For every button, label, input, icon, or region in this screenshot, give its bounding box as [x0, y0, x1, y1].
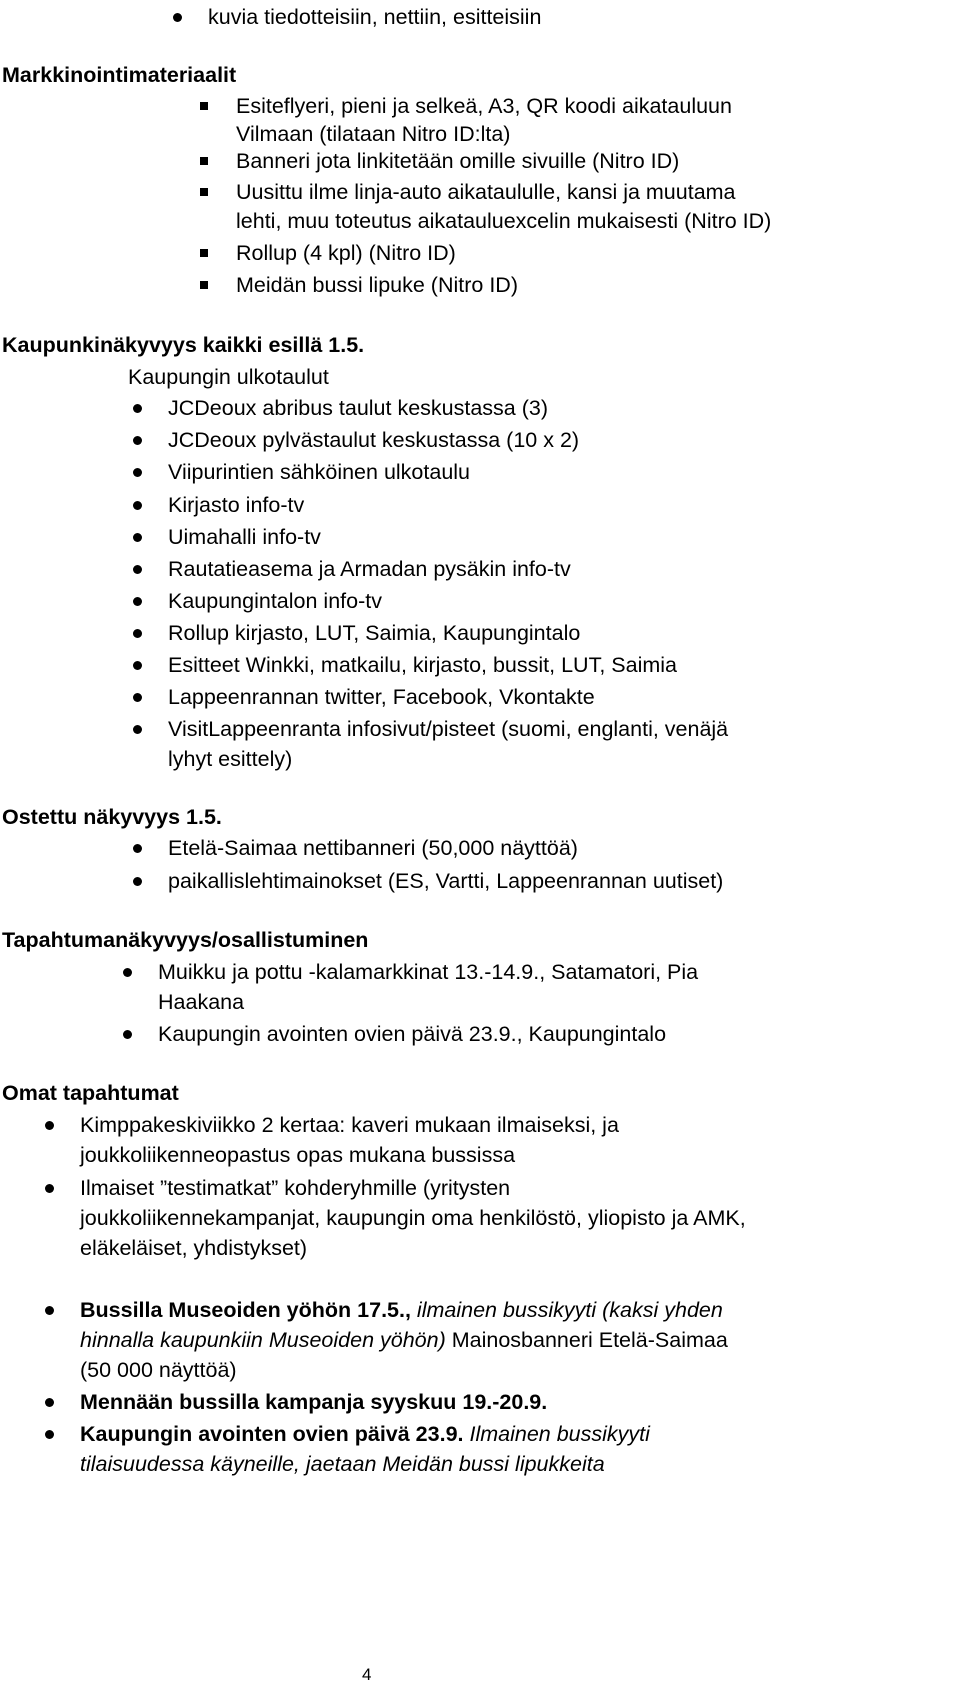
- list-item: Ilmaiset ”testimatkat” kohderyhmille (yritysten: [80, 1173, 510, 1203]
- event-note: ilmainen bussikyyti (kaksi yhden: [410, 1298, 723, 1322]
- list-item: Uimahalli info-tv: [168, 522, 321, 552]
- bought-heading: Ostettu näkyvyys 1.5.: [2, 805, 222, 829]
- event-title: Kaupungin avointen ovien päivä 23.9.: [80, 1422, 464, 1446]
- list-item: Mennään bussilla kampanja syyskuu 19.-20.9.: [80, 1387, 547, 1417]
- events-heading: Tapahtumanäkyvyys/osallistuminen: [2, 928, 369, 952]
- list-item: Rollup (4 kpl) (Nitro ID): [236, 238, 456, 268]
- list-item-continuation: lyhyt esittely): [168, 747, 293, 771]
- list-item-continuation: (50 000 näyttöä): [80, 1358, 237, 1382]
- list-item-continuation: eläkeläiset, yhdistykset): [80, 1236, 308, 1260]
- event-title: Bussilla Museoiden yöhön 17.5.: [80, 1298, 405, 1322]
- list-item: Etelä-Saimaa nettibanneri (50,000 näyttöä): [168, 833, 578, 863]
- list-item: Meidän bussi lipuke (Nitro ID): [236, 270, 518, 300]
- list-item: Esitteet Winkki, matkailu, kirjasto, bussit, LUT, Saimia: [168, 650, 677, 680]
- list-item: Muikku ja pottu -kalamarkkinat 13.-14.9., Satamatori, Pia: [158, 957, 698, 987]
- punctuation: ,: [404, 1298, 411, 1322]
- list-item: JCDeoux abribus taulut keskustassa (3): [168, 393, 548, 423]
- list-item-continuation: lehti, muu toteutus aikatauluexcelin mukaisesti (Nitro ID): [236, 209, 772, 233]
- list-item-continuation: tilaisuudessa käyneille, jaetaan Meidän bussi lipukkeita: [80, 1452, 605, 1476]
- own-heading: Omat tapahtumat: [2, 1081, 179, 1105]
- list-item: Rollup kirjasto, LUT, Saimia, Kaupungintalo: [168, 618, 580, 648]
- list-item: Kaupungintalon info-tv: [168, 586, 382, 616]
- list-item: Viipurintien sähköinen ulkotaulu: [168, 457, 470, 487]
- list-item: paikallislehtimainokset (ES, Vartti, Lappeenrannan uutiset): [168, 866, 723, 896]
- list-item-continuation: joukkoliikennekampanjat, kaupungin oma henkilöstö, yliopisto ja AMK,: [80, 1206, 746, 1230]
- event-note: hinnalla kaupunkiin Museoiden yöhön): [80, 1328, 446, 1352]
- list-item-continuation: [80, 1325, 728, 1355]
- list-item-continuation: Vilmaan (tilataan Nitro ID:lta): [236, 122, 511, 146]
- list-item: Kimppakeskiviikko 2 kertaa: kaveri mukaan ilmaiseksi, ja: [80, 1110, 619, 1140]
- list-item: Lappeenrannan twitter, Facebook, Vkontakte: [168, 682, 595, 712]
- list-item: JCDeoux pylvästaulut keskustassa (10 x 2): [168, 425, 579, 455]
- list-item: [80, 1295, 723, 1325]
- city-heading: Kaupunkinäkyvyys kaikki esillä 1.5.: [2, 333, 365, 357]
- city-subheading: Kaupungin ulkotaulut: [128, 365, 329, 389]
- intro-list-item: kuvia tiedotteisiin, nettiin, esitteisiin: [208, 2, 541, 32]
- list-item: Uusittu ilme linja-auto aikataululle, kansi ja muutama: [236, 177, 736, 207]
- event-note: Ilmainen bussikyyti: [463, 1422, 650, 1446]
- list-item-continuation: joukkoliikenneopastus opas mukana bussissa: [80, 1143, 516, 1167]
- list-item-continuation: Haakana: [158, 990, 245, 1014]
- page-number: 4: [362, 1665, 372, 1684]
- list-item: Esiteflyeri, pieni ja selkeä, A3, QR koodi aikatauluun: [236, 91, 732, 121]
- event-text: Mainosbanneri Etelä-Saimaa: [445, 1328, 728, 1352]
- list-item: Banneri jota linkitetään omille sivuille (Nitro ID): [236, 146, 679, 176]
- list-item: Kirjasto info-tv: [168, 490, 304, 520]
- list-item: Kaupungin avointen ovien päivä 23.9., Kaupungintalo: [158, 1019, 666, 1049]
- marketing-heading: Markkinointimateriaalit: [2, 63, 237, 87]
- list-item: VisitLappeenranta infosivut/pisteet (suomi, englanti, venäjä: [168, 714, 728, 744]
- list-item: Rautatieasema ja Armadan pysäkin info-tv: [168, 554, 571, 584]
- list-item: [80, 1419, 650, 1449]
